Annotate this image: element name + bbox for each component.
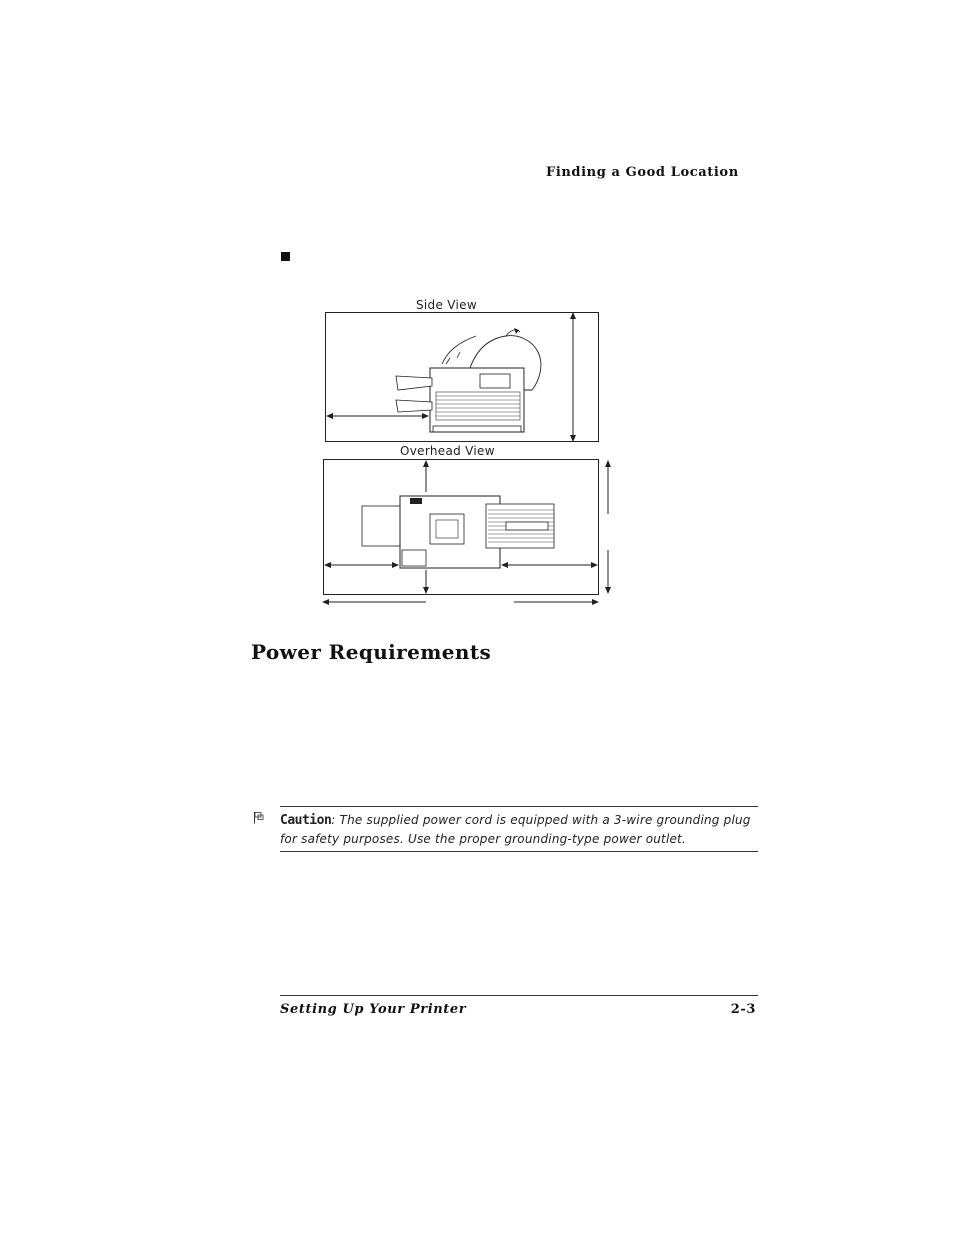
caution-label: Caution bbox=[280, 813, 332, 828]
overhead-view-diagram bbox=[318, 452, 614, 610]
running-header: Finding a Good Location bbox=[546, 165, 739, 180]
side-view-diagram bbox=[320, 306, 610, 448]
page-number: 2-3 bbox=[730, 1002, 756, 1017]
section-title: Power Requirements bbox=[251, 640, 492, 664]
square-bullet-icon bbox=[281, 252, 290, 261]
caution-text bbox=[280, 811, 758, 849]
flag-icon bbox=[253, 811, 264, 824]
overhead-view-label: Overhead View bbox=[400, 444, 495, 458]
caution-body: : The supplied power cord is equipped with a 3-wire grounding plug for safety purposes. Use the proper grounding-type power outlet. bbox=[280, 813, 751, 846]
footer-rule bbox=[280, 995, 758, 996]
side-view-label: Side View bbox=[416, 298, 477, 312]
caution-note bbox=[280, 806, 758, 852]
footer-chapter: Setting Up Your Printer bbox=[280, 1002, 467, 1017]
